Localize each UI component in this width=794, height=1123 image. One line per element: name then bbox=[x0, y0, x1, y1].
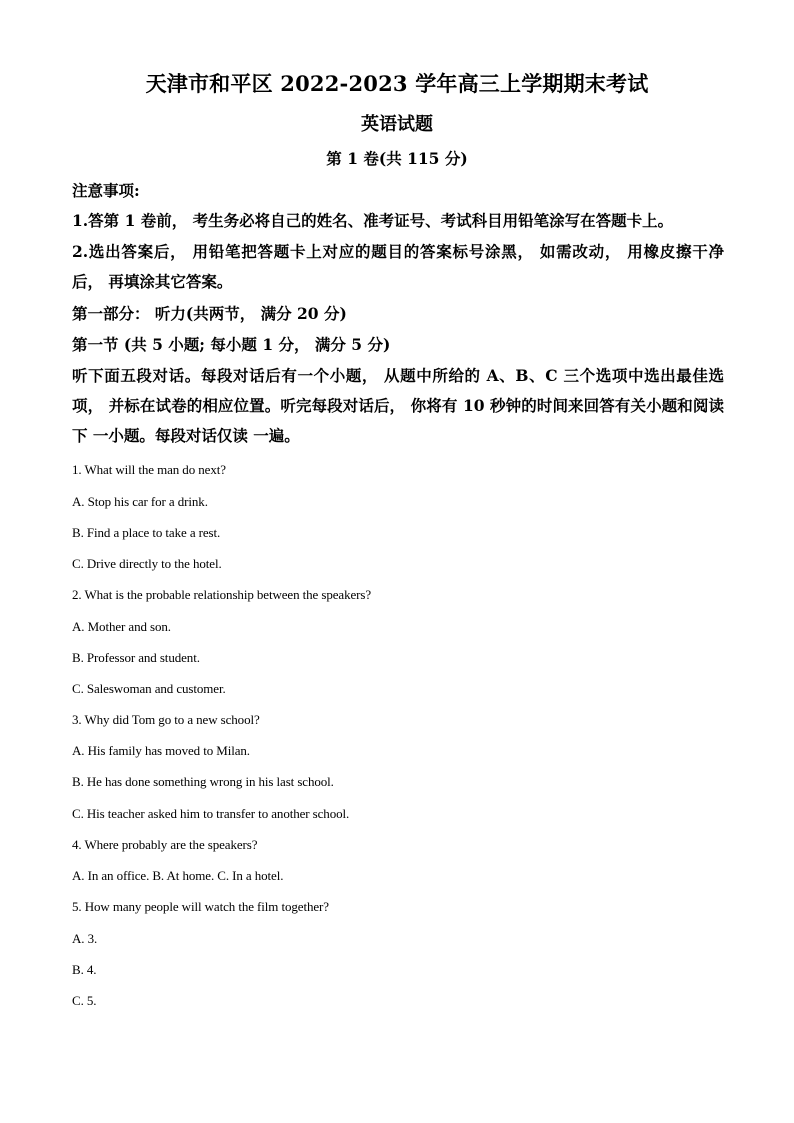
question-4-stem: 4. Where probably are the speakers? bbox=[72, 837, 258, 852]
question-1-stem: 1. What will the man do next? bbox=[72, 462, 226, 477]
question-2-stem: 2. What is the probable relationship between the speakers? bbox=[72, 587, 371, 602]
question-3-option-c: C. His teacher asked him to transfer to another school. bbox=[72, 806, 350, 821]
listening-instructions: 听下面五段对话。每段对话后有一个小题， 从题中所给的 A、B、C 三个选项中选出最佳选项， 并标在试卷的相应位置。听完每段对话后， 你将有 10 秒钟的时间来回答有关小题和阅读下 一小题。每段对话仅读 一遍。 bbox=[72, 366, 724, 445]
question-5-option-a: A. 3. bbox=[72, 931, 98, 946]
question-5-stem: 5. How many people will watch the film together? bbox=[72, 899, 329, 914]
part-heading: 第一部分： 听力(共两节， 满分 20 分) bbox=[72, 304, 347, 323]
question-5-option-c: C. 5. bbox=[72, 993, 97, 1008]
question-4-options: A. In an office. B. At home. C. In a hotel. bbox=[72, 868, 284, 883]
exam-title: 天津市和平区 2022-2023 学年高三上学期期末考试 bbox=[145, 71, 649, 96]
question-1-option-b: B. Find a place to take a rest. bbox=[72, 525, 221, 540]
question-1-option-a: A. Stop his car for a drink. bbox=[72, 494, 208, 509]
question-3-option-a: A. His family has moved to Milan. bbox=[72, 743, 250, 758]
notice-item-1: 1.答第 1 卷前， 考生务必将自己的姓名、准考证号、考试科目用铅笔涂写在答题卡上。 bbox=[72, 211, 674, 230]
question-2-option-a: A. Mother and son. bbox=[72, 619, 171, 634]
question-3-stem: 3. Why did Tom go to a new school? bbox=[72, 712, 260, 727]
question-2-option-b: B. Professor and student. bbox=[72, 650, 200, 665]
question-2-option-c: C. Saleswoman and customer. bbox=[72, 681, 226, 696]
question-5-option-b: B. 4. bbox=[72, 962, 97, 977]
question-3-option-b: B. He has done something wrong in his last school. bbox=[72, 774, 334, 789]
exam-subtitle: 英语试题 bbox=[361, 114, 433, 135]
question-1-option-c: C. Drive directly to the hotel. bbox=[72, 556, 222, 571]
notice-item-2: 2.选出答案后， 用铅笔把答题卡上对应的题目的答案标号涂黑， 如需改动， 用橡皮擦干净后， 再填涂其它答案。 bbox=[72, 242, 724, 291]
notice-heading: 注意事项: bbox=[72, 181, 140, 200]
volume-heading: 第 1 卷(共 115 分) bbox=[326, 149, 468, 168]
section-heading: 第一节 (共 5 小题; 每小题 1 分， 满分 5 分) bbox=[72, 335, 391, 354]
